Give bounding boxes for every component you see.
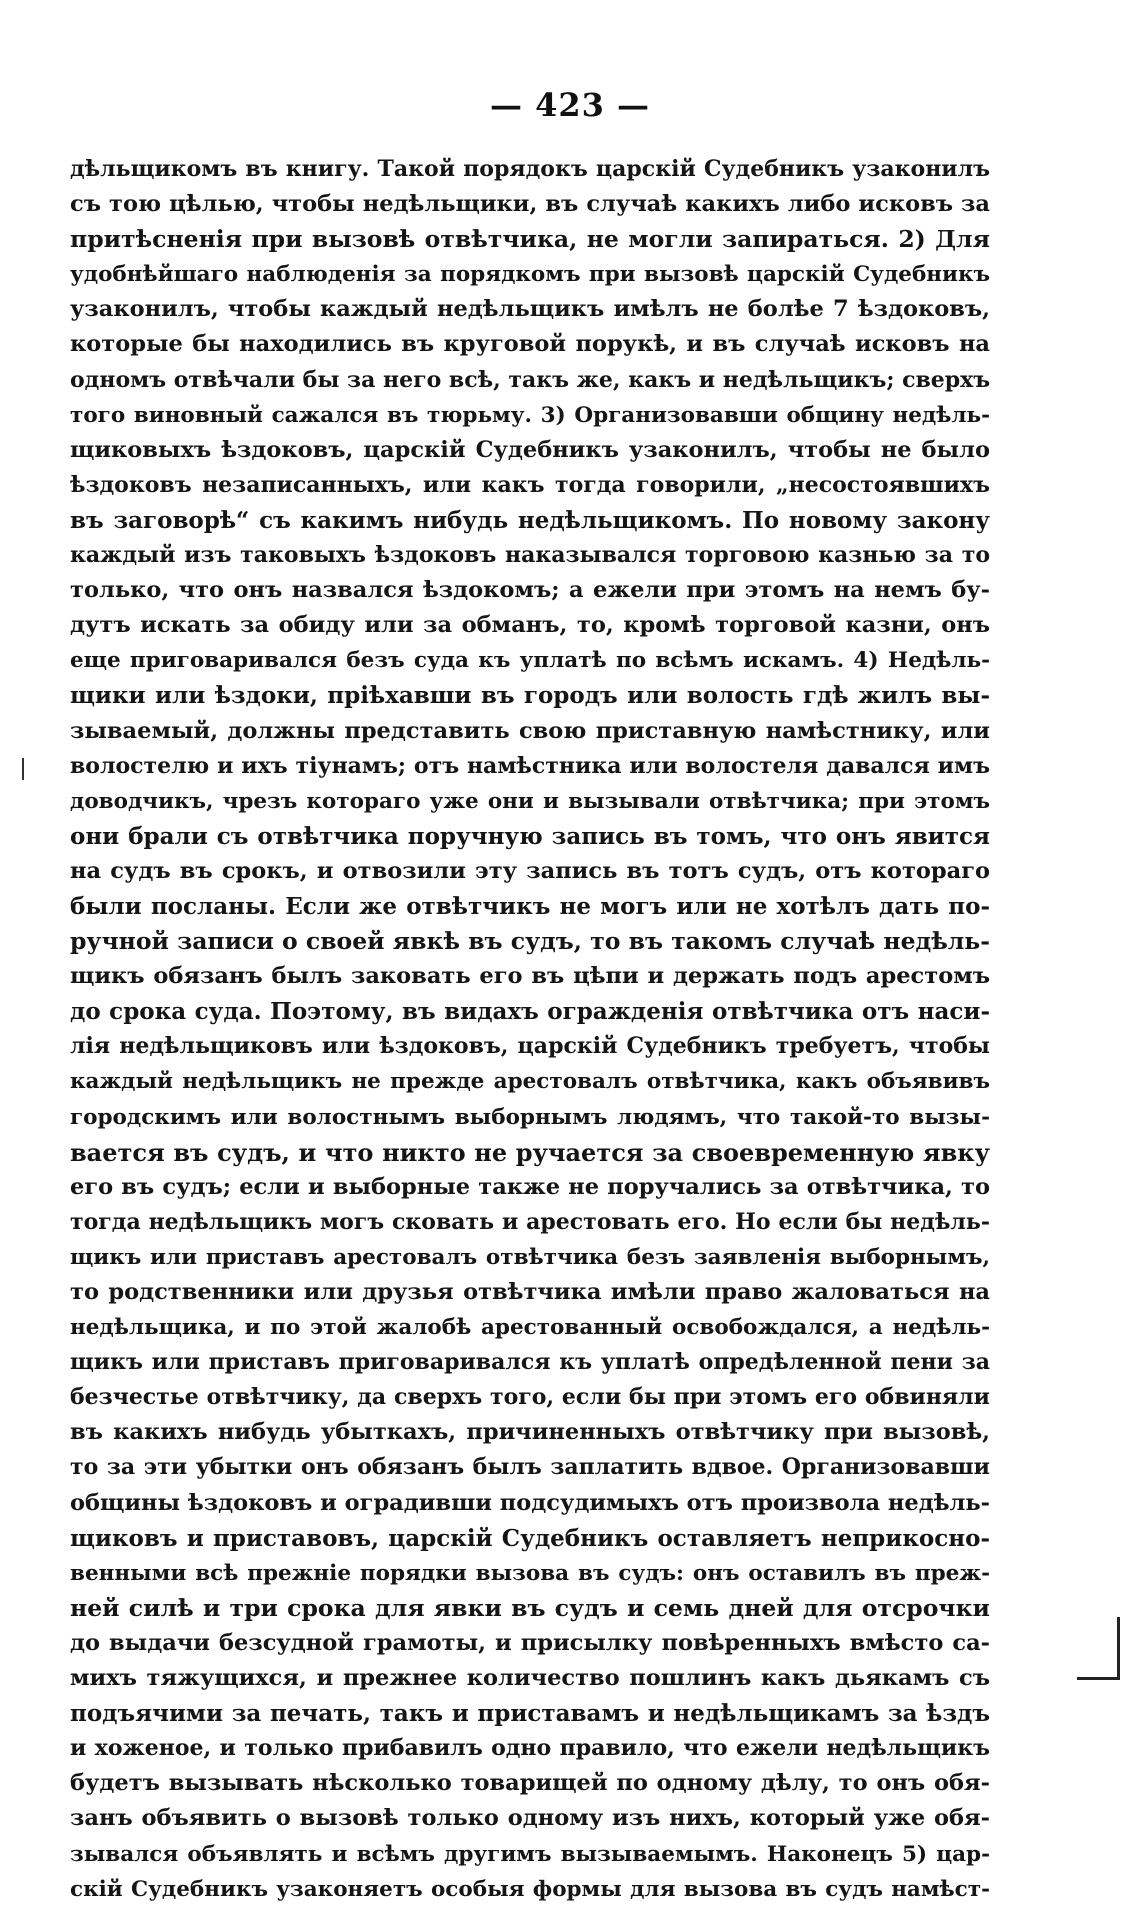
text-line: щики или ѣздоки, пріѣхавши въ городъ или волость гдѣ жилъ вы- — [70, 682, 990, 710]
text-line: общины ѣздоковъ и оградивши подсудимыхъ отъ произвола недѣль- — [70, 1489, 990, 1516]
text-line: щикъ или приставъ арестовалъ отвѣтчика безъ заявленія выборнымъ, — [70, 1244, 990, 1270]
text-line: на судъ въ срокъ, и отвозили эту запись въ тотъ судъ, отъ котораго — [70, 857, 990, 884]
text-line: съ тою цѣлью, чтобы недѣльщики, въ случаѣ какихъ либо исковъ за — [70, 191, 990, 218]
text-line: въ какихъ нибудь убыткахъ, причиненныхъ отвѣтчику при вызовѣ, — [70, 1419, 990, 1446]
text-line: въ заговорѣ“ съ какимъ нибудь недѣльщикомъ. По новому закону — [70, 506, 990, 534]
text-line: скій Судебникъ узаконяетъ особыя формы для вызова въ судъ намѣст- — [70, 1876, 990, 1902]
text-line: зываемый, должны представить свою приставную намѣстнику, или — [70, 717, 990, 744]
scan-corner-mark — [1077, 1617, 1120, 1680]
text-line: узаконилъ, чтобы каждый недѣльщикъ имѣлъ не болѣе 7 ѣздоковъ, — [70, 296, 990, 323]
text-line: доводчикъ, чрезъ котораго уже они и вызывали отвѣтчика; при этомъ — [70, 788, 990, 814]
text-line: зывался объявлять и всѣмъ другимъ вызываемымъ. Наконецъ 5) цар- — [70, 1841, 990, 1867]
text-line: дѣльщикомъ въ книгу. Такой порядокъ царскій Судебникъ узаконилъ — [70, 156, 990, 182]
text-line: михъ тяжущихся, и прежнее количество пошлинъ какъ дьякамъ съ — [70, 1665, 990, 1692]
text-line: ручной записи о своей явкѣ въ судъ, то въ такомъ случаѣ недѣль- — [70, 927, 990, 956]
text-line: городскимъ или волостнымъ выборнымъ людямъ, что такой-то вызы- — [70, 1104, 990, 1130]
text-line: тогда недѣльщикъ могъ сковать и арестовать его. Но если бы недѣль- — [70, 1208, 990, 1235]
text-line: каждый недѣльщикъ не прежде арестовалъ отвѣтчика, какъ объявивъ — [70, 1069, 990, 1095]
margin-mark — [22, 758, 24, 780]
text-line: волостелю и ихъ тіунамъ; отъ намѣстника или волостеля давался имъ — [70, 752, 990, 779]
text-line: дутъ искать за обиду или за обманъ, то, кромѣ торговой казни, онъ — [70, 612, 990, 639]
text-line: удобнѣйшаго наблюденія за порядкомъ при вызовѣ царскій Судебникъ — [70, 262, 990, 288]
text-line: занъ объявить о вызовѣ только одному изъ нихъ, который уже обя- — [70, 1805, 990, 1832]
text-line: щиковыхъ ѣздоковъ, царскій Судебникъ узаконилъ, чтобы не было — [70, 436, 990, 463]
text-line: то за эти убытки онъ обязанъ былъ заплатить вдвое. Организовавши — [70, 1454, 990, 1481]
text-line: будетъ вызывать нѣсколько товарищей по одному дѣлу, то онъ обя- — [70, 1770, 990, 1797]
text-line: до срока суда. Поэтому, въ видахъ огражденія отвѣтчика отъ наси- — [70, 998, 990, 1026]
text-line: они брали съ отвѣтчика поручную запись въ томъ, что онъ явится — [70, 822, 990, 850]
text-line: и хоженое, и только прибавилъ одно правило, что ежели недѣльщикъ — [70, 1735, 990, 1762]
text-line: до выдачи безсудной грамоты, и присылку повѣренныхъ вмѣсто са- — [70, 1629, 990, 1656]
text-line: венными всѣ прежніе порядки вызова въ судъ: онъ оставилъ въ преж- — [70, 1560, 990, 1586]
text-line: щиковъ и приставовъ, царскій Судебникъ оставляетъ неприкосно- — [70, 1524, 990, 1552]
text-line: щикъ или приставъ приговаривался къ уплатѣ опредѣленной пени за — [70, 1349, 990, 1376]
text-line: ней силѣ и три срока для явки въ судъ и семь дней для отсрочки — [70, 1593, 990, 1622]
text-line: то родственники или друзья отвѣтчика имѣли право жаловаться на — [70, 1279, 990, 1305]
text-line: недѣльщика, и по этой жалобѣ арестованный освобождался, а недѣль- — [70, 1315, 990, 1341]
text-line: одномъ отвѣчали бы за него всѣ, такъ же, какъ и недѣльщикъ; сверхъ — [70, 366, 990, 393]
text-line: только, что онъ назвался ѣздокомъ; а ежели при этомъ на немъ бу- — [70, 577, 990, 604]
text-line: безчестье отвѣтчику, да сверхъ того, если бы при этомъ его обвиняли — [70, 1384, 990, 1411]
page-number: — 423 — — [489, 86, 651, 124]
text-line: лія недѣльщиковъ или ѣздоковъ, царскій Судебникъ требуетъ, чтобы — [70, 1033, 990, 1060]
text-line: еще приговаривался безъ суда къ уплатѣ по всѣмъ искамъ. 4) Недѣль- — [70, 648, 990, 674]
text-line: вается въ судъ, и что никто не ручается за своевременную явку — [70, 1137, 990, 1167]
text-line: которые бы находились въ круговой порукѣ, и въ случаѣ исковъ на — [70, 331, 990, 358]
text-line: того виновный сажался въ тюрьму. 3) Организовавши общину недѣль- — [70, 402, 990, 428]
text-line: притѣсненія при вызовѣ отвѣтчика, не могли запираться. 2) Для — [70, 225, 990, 254]
text-line: каждый изъ таковыхъ ѣздоковъ наказывался торговою казнью за то — [70, 542, 990, 569]
text-line: подъячими за печать, такъ и приставамъ и недѣльщикамъ за ѣздъ — [70, 1700, 990, 1728]
text-line: его въ судъ; если и выборные также не поручались за отвѣтчика, то — [70, 1173, 990, 1200]
text-line: щикъ обязанъ былъ заковать его въ цѣпи и держать подъ арестомъ — [70, 963, 990, 990]
text-line: ѣздоковъ незаписанныхъ, или какъ тогда говорили, „несостоявшихъ — [70, 471, 990, 498]
text-line: были посланы. Если же отвѣтчикъ не могъ или не хотѣлъ дать по- — [70, 892, 990, 920]
body-text — [70, 152, 990, 1907]
